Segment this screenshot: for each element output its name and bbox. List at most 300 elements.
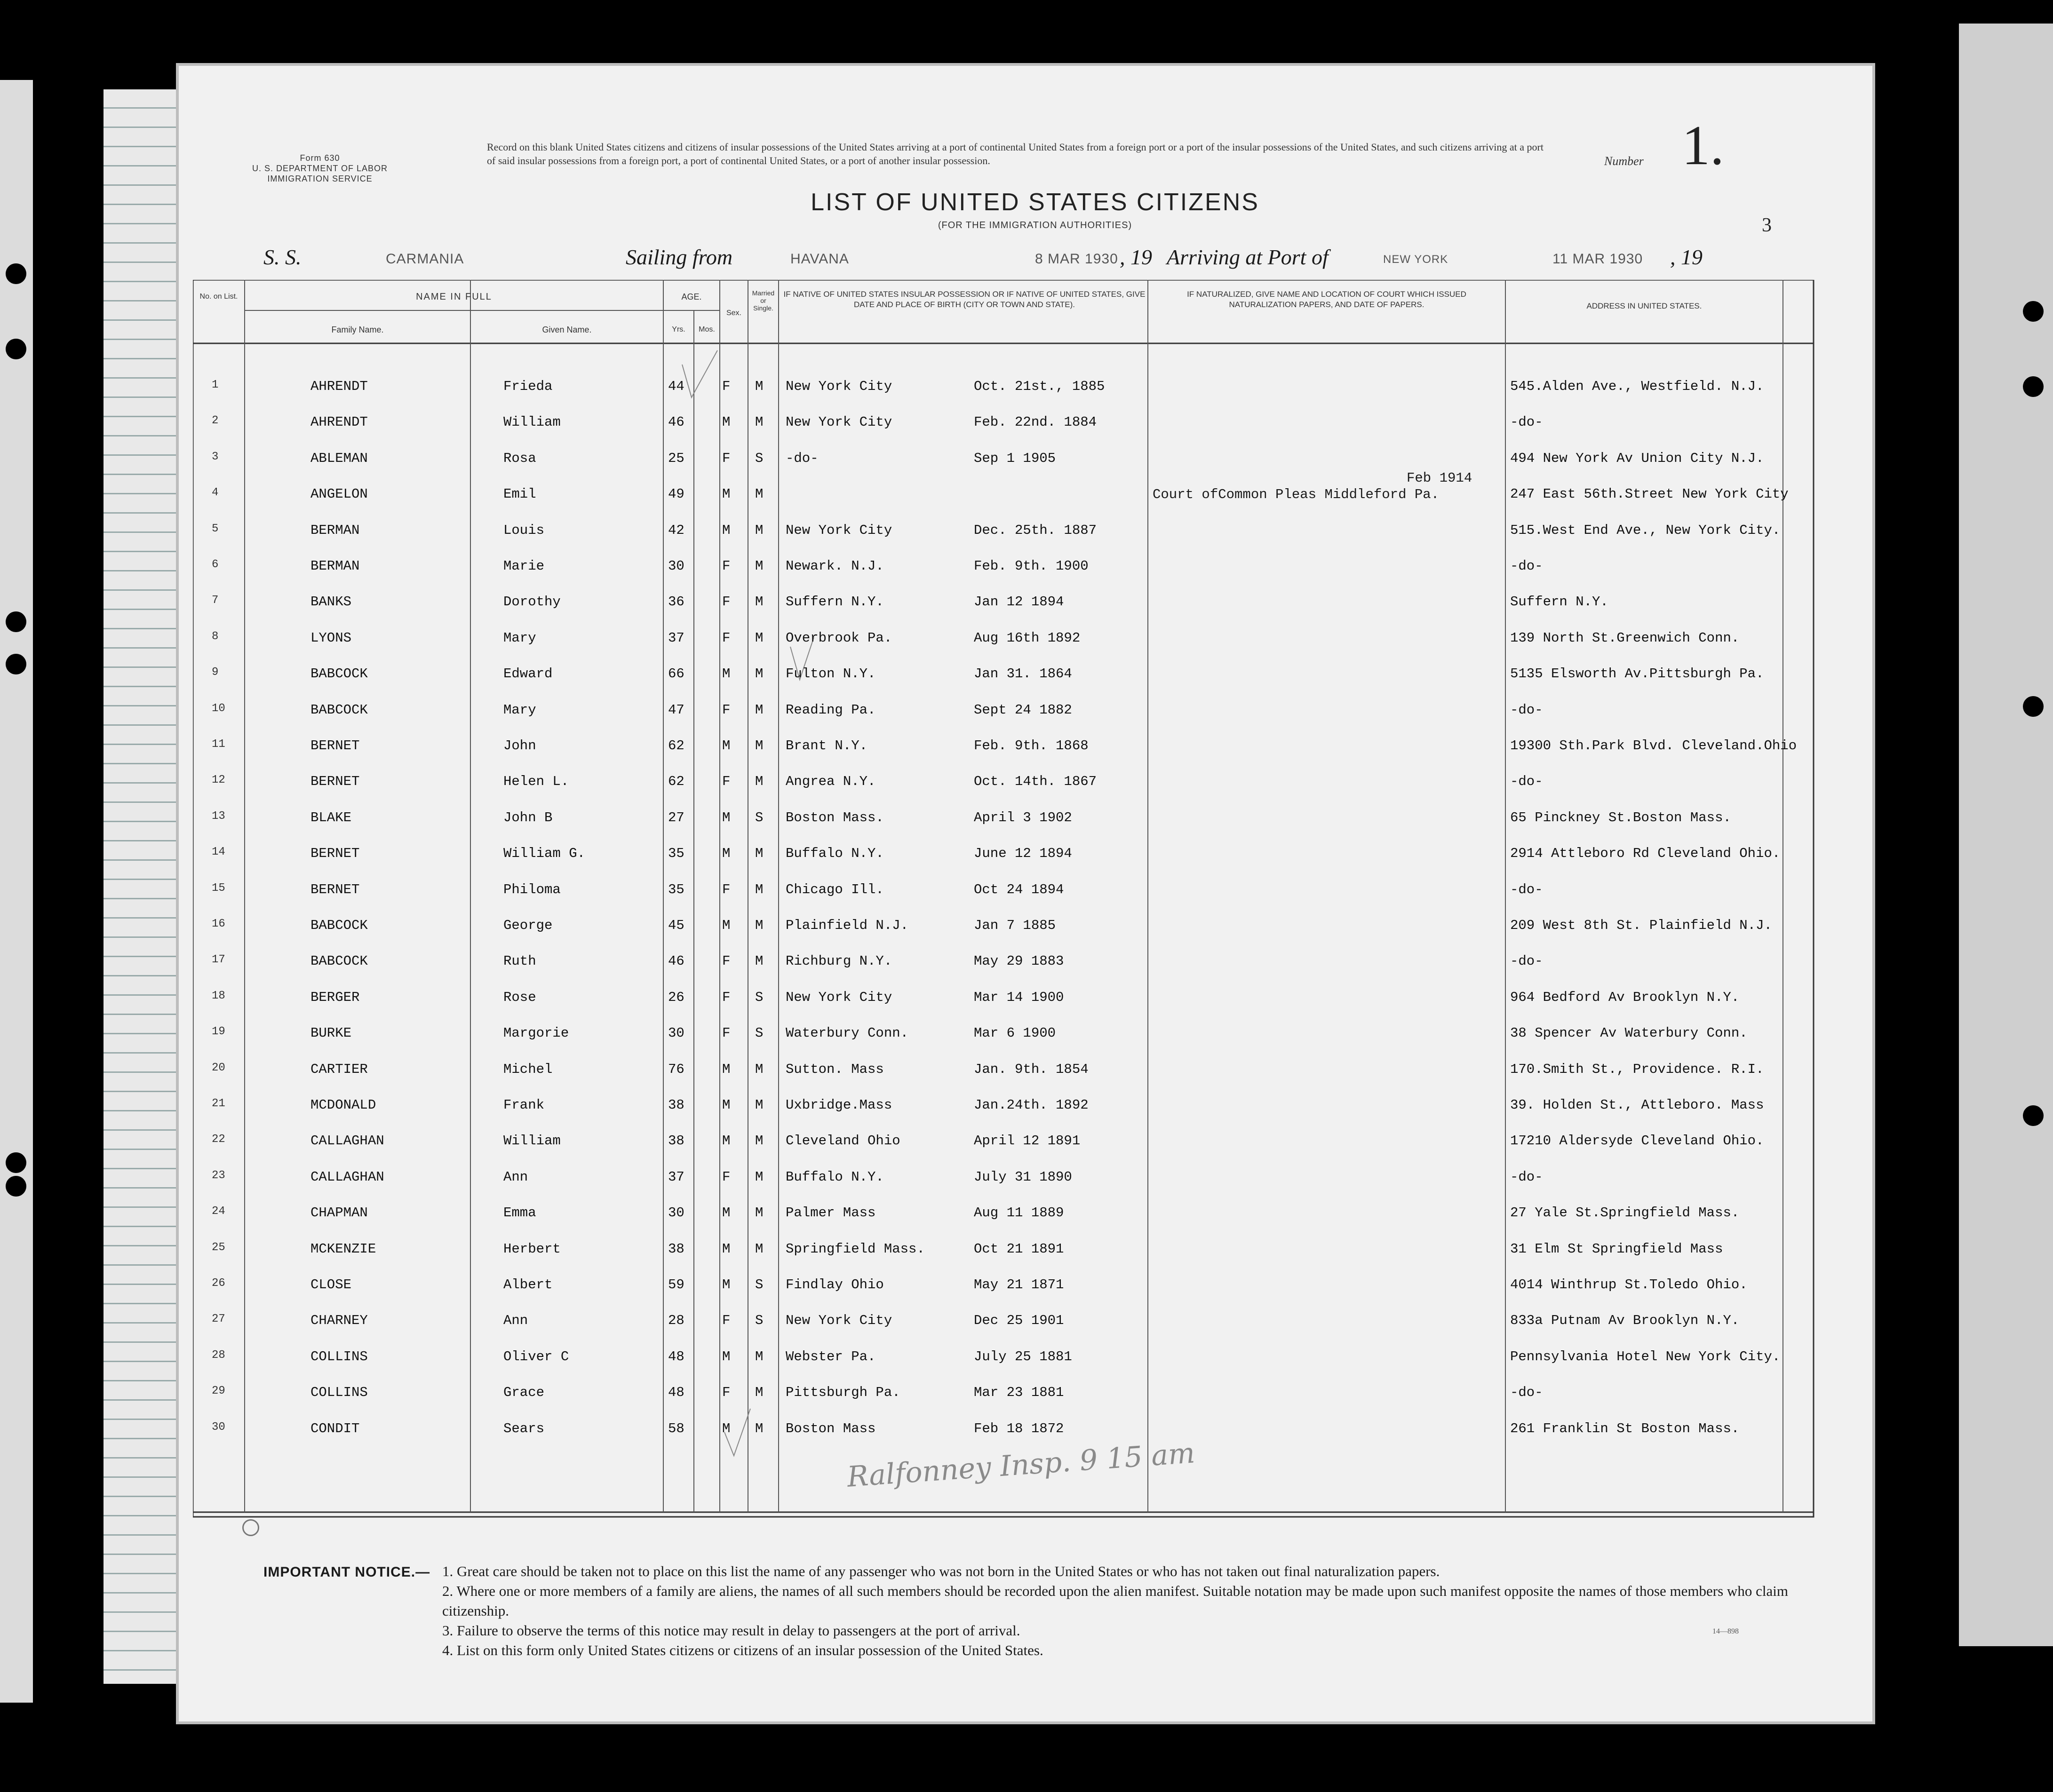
cell-no: 20	[212, 1061, 225, 1074]
cell-age: 48	[668, 1385, 684, 1401]
cell-date: Dec. 25th. 1887	[974, 522, 1097, 538]
table-row	[193, 594, 1816, 630]
cell-family: COLLINS	[310, 1348, 368, 1364]
cell-no: 22	[212, 1133, 225, 1146]
cell-address: -do-	[1510, 881, 1543, 897]
cell-ms: M	[755, 1061, 764, 1077]
cell-age: 30	[668, 558, 684, 574]
cell-family: BERMAN	[310, 522, 360, 538]
cell-age: 28	[668, 1313, 684, 1329]
cell-place: Pittsburgh Pa.	[786, 1385, 900, 1401]
cell-age: 62	[668, 738, 684, 753]
cell-ms: M	[755, 1348, 764, 1364]
cell-sex: M	[722, 1348, 731, 1364]
cell-no: 25	[212, 1241, 225, 1254]
table-row	[193, 666, 1816, 702]
table-row	[193, 702, 1816, 738]
cell-sex: F	[722, 450, 731, 466]
binder-ring	[242, 1519, 259, 1536]
cell-age: 48	[668, 1348, 684, 1364]
cell-address: 4014 Winthrup St.Toledo Ohio.	[1510, 1277, 1748, 1292]
cell-ms: M	[755, 1097, 764, 1113]
cell-date: Jan.24th. 1892	[974, 1097, 1089, 1113]
cell-ms: M	[755, 1241, 764, 1257]
cell-family: BERMAN	[310, 558, 360, 574]
cell-address: -do-	[1510, 774, 1543, 790]
cell-ms: M	[755, 702, 764, 718]
cell-place: Richburg N.Y.	[786, 953, 892, 969]
passenger-table	[193, 280, 1816, 1519]
cell-ms: M	[755, 666, 764, 682]
cell-address: -do-	[1510, 1385, 1543, 1401]
table-row	[193, 1205, 1816, 1241]
cell-given: Emil	[503, 486, 536, 502]
voyage-line	[263, 245, 1769, 273]
cell-age: 37	[668, 630, 684, 646]
cell-age: 26	[668, 989, 684, 1005]
cell-age: 38	[668, 1097, 684, 1113]
table-row	[193, 810, 1816, 846]
cell-sex: M	[722, 738, 731, 753]
cell-sex: M	[722, 486, 731, 502]
cell-place: Cleveland Ohio	[786, 1133, 900, 1149]
cell-address: 17210 Aldersyde Cleveland Ohio.	[1510, 1133, 1764, 1149]
cell-sex: F	[722, 558, 731, 574]
cell-address: 261 Franklin St Boston Mass.	[1510, 1420, 1740, 1436]
cell-address: 247 East 56th.Street New York City	[1510, 486, 1789, 502]
cell-date: Oct 24 1894	[974, 881, 1064, 897]
cell-no: 7	[212, 594, 219, 607]
col-given-name: Given Name.	[542, 325, 592, 334]
cell-sex: F	[722, 702, 731, 718]
cell-ms: S	[755, 989, 764, 1005]
cell-age: 42	[668, 522, 684, 538]
form-instruction: Record on this blank United States citizens and citizens of insular possessions of the United States arriving at a port of continental United States from a foreign port or a port of the insular possessions of the United States, and such citizens arriving at a port of said insular possessions from a foreign port, a port of continental United States, or a port of another insular possession.	[487, 141, 1544, 167]
cell-given: John	[503, 738, 536, 753]
cell-address: 31 Elm St Springfield Mass	[1510, 1241, 1723, 1257]
col-sex: Sex.	[726, 309, 741, 317]
punch-hole	[6, 1176, 26, 1197]
cell-address: Suffern N.Y.	[1510, 594, 1608, 610]
table-row	[193, 882, 1816, 918]
cell-no: 6	[212, 558, 219, 571]
cell-family: AHRENDT	[310, 379, 368, 394]
cell-sex: M	[722, 414, 731, 430]
cell-family: COLLINS	[310, 1385, 368, 1401]
cell-given: Louis	[503, 522, 545, 538]
table-row	[193, 379, 1816, 414]
cell-sex: M	[722, 666, 731, 682]
cell-date: Jan. 9th. 1854	[974, 1061, 1089, 1077]
cell-sex: M	[722, 522, 731, 538]
form-header-left	[226, 153, 414, 184]
cell-place: Waterbury Conn.	[786, 1025, 909, 1041]
col-birth: IF NATIVE OF UNITED STATES INSULAR POSSESSION OR IF NATIVE OF UNITED STATES, GIVE DATE AND PLACE OF BIRTH (CITY OR TOWN AND STATE).	[783, 290, 1146, 309]
cell-given: William G.	[503, 846, 586, 862]
cell-no: 10	[212, 702, 225, 715]
cell-place: Webster Pa.	[786, 1348, 876, 1364]
cell-family: CONDIT	[310, 1420, 360, 1436]
cell-given: John B	[503, 809, 553, 825]
cell-family: ANGELON	[310, 486, 368, 502]
table-row	[193, 738, 1816, 774]
cell-ms: M	[755, 846, 764, 862]
cell-date: May 29 1883	[974, 953, 1064, 969]
cell-place: Uxbridge.Mass	[786, 1097, 892, 1113]
punch-hole	[6, 654, 26, 674]
cell-age: 37	[668, 1169, 684, 1185]
service: IMMIGRATION SERVICE	[267, 174, 373, 183]
cell-address: 833a Putnam Av Brooklyn N.Y.	[1510, 1313, 1740, 1329]
cell-age: 35	[668, 881, 684, 897]
cell-given: Michel	[503, 1061, 553, 1077]
punch-hole	[6, 611, 26, 632]
cell-ms: S	[755, 1313, 764, 1329]
punch-hole	[6, 1152, 26, 1173]
cell-family: ABLEMAN	[310, 450, 368, 466]
cell-date: April 12 1891	[974, 1133, 1081, 1149]
cell-ms: M	[755, 918, 764, 933]
cell-address: 170.Smith St., Providence. R.I.	[1510, 1061, 1764, 1077]
departure-port: HAVANA	[790, 251, 849, 267]
cell-family: BABCOCK	[310, 666, 368, 682]
col-age: AGE.	[681, 292, 702, 301]
col-family-name: Family Name.	[331, 325, 384, 334]
cell-place: Suffern N.Y.	[786, 594, 884, 610]
cell-date: Mar 23 1881	[974, 1385, 1064, 1401]
cell-age: 59	[668, 1277, 684, 1292]
cell-place: Plainfield N.J.	[786, 918, 909, 933]
cell-age: 25	[668, 450, 684, 466]
cell-sex: F	[722, 1169, 731, 1185]
table-row	[193, 1241, 1816, 1277]
cell-place: Overbrook Pa.	[786, 630, 892, 646]
cell-address: 39. Holden St., Attleboro. Mass	[1510, 1097, 1764, 1113]
cell-no: 4	[212, 486, 219, 500]
table-row	[193, 918, 1816, 953]
cell-date: July 25 1881	[974, 1348, 1072, 1364]
ss-label: S. S.	[263, 245, 302, 269]
cell-sex: F	[722, 953, 731, 969]
cell-ms: M	[755, 379, 764, 394]
cell-given: Oliver C	[503, 1348, 569, 1364]
cell-ms: M	[755, 522, 764, 538]
cell-age: 38	[668, 1241, 684, 1257]
cell-family: CALLAGHAN	[310, 1169, 384, 1185]
cell-family: BANKS	[310, 594, 352, 610]
notice-item: 1. Great care should be taken not to place on this list the name of any passenger who was not born in the United States or who has not taken out final naturalization papers.	[442, 1563, 1440, 1579]
cell-place: Brant N.Y.	[786, 738, 868, 753]
cell-address: -do-	[1510, 953, 1543, 969]
cell-age: 30	[668, 1025, 684, 1041]
cell-no: 12	[212, 774, 225, 787]
cell-age: 66	[668, 666, 684, 682]
cell-family: BABCOCK	[310, 918, 368, 933]
cell-no: 24	[212, 1205, 225, 1218]
cell-given: Frank	[503, 1097, 545, 1113]
cell-ms: S	[755, 1025, 764, 1041]
cell-date: Jan 7 1885	[974, 918, 1056, 933]
naturalization-date: Feb 1914	[1407, 470, 1472, 486]
cell-date: Jan 31. 1864	[974, 666, 1072, 682]
cell-no: 27	[212, 1313, 225, 1326]
cell-place: Springfield Mass.	[786, 1241, 925, 1257]
cell-address: 38 Spencer Av Waterbury Conn.	[1510, 1025, 1748, 1041]
cell-no: 26	[212, 1277, 225, 1290]
cell-date: Feb. 9th. 1868	[974, 738, 1089, 753]
punch-hole	[2023, 301, 2044, 322]
cell-age: 58	[668, 1420, 684, 1436]
table-row	[193, 1133, 1816, 1169]
year-suffix: , 19	[1670, 245, 1703, 269]
cell-place: Sutton. Mass	[786, 1061, 884, 1077]
table-row	[193, 1025, 1816, 1061]
cell-age: 49	[668, 486, 684, 502]
arriving-label: Arriving at Port of	[1167, 245, 1329, 269]
col-address: ADDRESS IN UNITED STATES.	[1586, 301, 1702, 310]
cell-sex: M	[722, 846, 731, 862]
naturalization-court: Court ofCommon Pleas Middleford Pa.	[1153, 487, 1440, 502]
cell-address: -do-	[1510, 414, 1543, 430]
cell-given: Edward	[503, 666, 553, 682]
cell-sex: M	[722, 1420, 731, 1436]
cell-ms: S	[755, 1277, 764, 1292]
cell-sex: M	[722, 1277, 731, 1292]
table-row	[193, 1062, 1816, 1097]
cell-date: Feb. 9th. 1900	[974, 558, 1089, 574]
cell-given: Marie	[503, 558, 545, 574]
page-subtitle: (FOR THE IMMIGRATION AUTHORITIES)	[938, 220, 1132, 230]
cell-given: Rose	[503, 989, 536, 1005]
cell-given: Dorothy	[503, 594, 561, 610]
punch-hole	[6, 263, 26, 284]
cell-address: 209 West 8th St. Plainfield N.J.	[1510, 918, 1772, 933]
punch-hole	[6, 339, 26, 359]
cell-no: 5	[212, 522, 219, 535]
cell-date: May 21 1871	[974, 1277, 1064, 1292]
col-naturalized: IF NATURALIZED, GIVE NAME AND LOCATION OF COURT WHICH ISSUED NATURALIZATION PAPERS, AND DATE OF PAPERS.	[1187, 290, 1466, 309]
cell-sex: F	[722, 881, 731, 897]
cell-place: -do-	[786, 450, 819, 466]
cell-no: 3	[212, 450, 219, 463]
cell-ms: M	[755, 1420, 764, 1436]
cell-family: BERNET	[310, 774, 360, 790]
list-number: 1.	[1682, 114, 1724, 176]
year-suffix: , 19	[1120, 245, 1152, 269]
cell-address: Pennsylvania Hotel New York City.	[1510, 1348, 1781, 1364]
cell-family: CARTIER	[310, 1061, 368, 1077]
cell-date: Sep 1 1905	[974, 450, 1056, 466]
table-row	[193, 1313, 1816, 1348]
cell-place: New York City	[786, 989, 892, 1005]
cell-age: 46	[668, 414, 684, 430]
cell-given: Ann	[503, 1169, 528, 1185]
cell-address: 27 Yale St.Springfield Mass.	[1510, 1205, 1740, 1221]
arrival-port: NEW YORK	[1383, 253, 1448, 266]
cell-family: AHRENDT	[310, 414, 368, 430]
cell-place: New York City	[786, 1313, 892, 1329]
cell-given: Philoma	[503, 881, 561, 897]
notice-item: 2. Where one or more members of a family are aliens, the names of all such members should be recorded upon the alien manifest. Suitable notation may be made upon such manifest opposite the names of those members who claim citizenship.	[442, 1583, 1788, 1619]
cell-no: 21	[212, 1097, 225, 1110]
cell-age: 27	[668, 809, 684, 825]
cell-given: Grace	[503, 1385, 545, 1401]
cell-address: 2914 Attleboro Rd Cleveland Ohio.	[1510, 846, 1781, 862]
cell-sex: M	[722, 1133, 731, 1149]
cell-no: 18	[212, 989, 225, 1002]
cell-no: 15	[212, 881, 225, 895]
cell-family: BURKE	[310, 1025, 352, 1041]
cell-place: Buffalo N.Y.	[786, 1169, 884, 1185]
cell-place: Palmer Mass	[786, 1205, 876, 1221]
cell-address: -do-	[1510, 1169, 1543, 1185]
cell-place: New York City	[786, 379, 892, 394]
cell-age: 47	[668, 702, 684, 718]
department: U. S. DEPARTMENT OF LABOR	[252, 164, 388, 173]
cell-address: -do-	[1510, 702, 1543, 718]
scan-edge-left	[0, 80, 33, 1703]
table-row	[193, 953, 1816, 989]
cell-age: 35	[668, 846, 684, 862]
cell-no: 17	[212, 953, 225, 967]
cell-family: BLAKE	[310, 809, 352, 825]
cell-ms: M	[755, 1133, 764, 1149]
punch-hole	[2023, 696, 2044, 717]
cell-date: Oct. 14th. 1867	[974, 774, 1097, 790]
table-row	[193, 1349, 1816, 1385]
table-row	[193, 558, 1816, 594]
cell-sex: F	[722, 1385, 731, 1401]
cell-date: July 31 1890	[974, 1169, 1072, 1185]
cell-age: 30	[668, 1205, 684, 1221]
cell-ms: M	[755, 738, 764, 753]
cell-date: Mar 6 1900	[974, 1025, 1056, 1041]
page-title: LIST OF UNITED STATES CITIZENS	[811, 189, 1259, 216]
cell-date: June 12 1894	[974, 846, 1072, 862]
cell-place: New York City	[786, 414, 892, 430]
cell-sex: F	[722, 379, 731, 394]
punch-hole	[2023, 1105, 2044, 1126]
cell-address: 494 New York Av Union City N.J.	[1510, 450, 1764, 466]
form-number: Form 630	[300, 153, 340, 163]
cell-no: 8	[212, 630, 219, 643]
cell-sex: F	[722, 774, 731, 790]
cell-given: George	[503, 918, 553, 933]
cell-place: Buffalo N.Y.	[786, 846, 884, 862]
cell-no: 9	[212, 666, 219, 679]
cell-no: 14	[212, 846, 225, 859]
cell-family: CHARNEY	[310, 1313, 368, 1329]
table-row	[193, 1277, 1816, 1313]
table-row	[193, 523, 1816, 558]
cell-no: 1	[212, 379, 219, 391]
table-row	[193, 1097, 1816, 1133]
cell-address: 515.West End Ave., New York City.	[1510, 522, 1781, 538]
cell-given: Helen L.	[503, 774, 569, 790]
cell-ms: M	[755, 1385, 764, 1401]
cell-place: Fulton N.Y.	[786, 666, 876, 682]
cell-family: BERNET	[310, 738, 360, 753]
cell-date: Feb. 22nd. 1884	[974, 414, 1097, 430]
cell-place: Newark. N.J.	[786, 558, 884, 574]
cell-sex: M	[722, 1097, 731, 1113]
cell-age: 38	[668, 1133, 684, 1149]
cell-address: 5135 Elsworth Av.Pittsburgh Pa.	[1510, 666, 1764, 682]
table-row	[193, 486, 1816, 522]
cell-no: 28	[212, 1348, 225, 1362]
cell-sex: F	[722, 989, 731, 1005]
cell-family: LYONS	[310, 630, 352, 646]
cell-family: BABCOCK	[310, 953, 368, 969]
cell-family: BERNET	[310, 881, 360, 897]
cell-date: Sept 24 1882	[974, 702, 1072, 718]
cell-sex: M	[722, 918, 731, 933]
cell-place: Angrea N.Y.	[786, 774, 876, 790]
cell-date: Oct. 21st., 1885	[974, 379, 1105, 394]
cell-given: Rosa	[503, 450, 536, 466]
cell-ms: M	[755, 953, 764, 969]
table-row	[193, 846, 1816, 881]
cell-ms: S	[755, 809, 764, 825]
cell-place: Findlay Ohio	[786, 1277, 884, 1292]
cell-ms: M	[755, 558, 764, 574]
cell-ms: M	[755, 1205, 764, 1221]
cell-date: Aug 16th 1892	[974, 630, 1081, 646]
cell-family: MCDONALD	[310, 1097, 376, 1113]
cell-family: BERNET	[310, 846, 360, 862]
cell-place: Reading Pa.	[786, 702, 876, 718]
notice-item: 4. List on this form only United States citizens or citizens of an insular possession of the United States.	[442, 1642, 1043, 1658]
cell-address: 139 North St.Greenwich Conn.	[1510, 630, 1740, 646]
cell-family: BERGER	[310, 989, 360, 1005]
cell-sex: M	[722, 1241, 731, 1257]
cell-sex: F	[722, 1025, 731, 1041]
cell-date: Jan 12 1894	[974, 594, 1064, 610]
cell-ms: M	[755, 414, 764, 430]
notice-heading: IMPORTANT NOTICE.—	[263, 1564, 430, 1580]
cell-given: Margorie	[503, 1025, 569, 1041]
table-row	[193, 451, 1816, 486]
cell-sex: F	[722, 1313, 731, 1329]
cell-ms: M	[755, 594, 764, 610]
cell-place: Boston Mass	[786, 1420, 876, 1436]
cell-place: Chicago Ill.	[786, 881, 884, 897]
cell-ms: M	[755, 1169, 764, 1185]
cell-no: 13	[212, 809, 225, 823]
cell-no: 2	[212, 414, 219, 428]
cell-place: New York City	[786, 522, 892, 538]
inspector-signature: Ralfonney Insp. 9 15 am	[846, 1436, 1196, 1494]
sheet-number: 3	[1762, 214, 1772, 236]
cell-age: 36	[668, 594, 684, 610]
cell-given: Mary	[503, 702, 536, 718]
cell-age: 45	[668, 918, 684, 933]
cell-address: -do-	[1510, 558, 1543, 574]
cell-given: William	[503, 1133, 561, 1149]
cell-no: 23	[212, 1169, 225, 1182]
cell-date: Mar 14 1900	[974, 989, 1064, 1005]
arrival-date: 11 MAR 1930	[1552, 251, 1643, 267]
sailing-label: Sailing from	[626, 245, 733, 269]
cell-age: 76	[668, 1061, 684, 1077]
cell-date: Oct 21 1891	[974, 1241, 1064, 1257]
cell-ms: M	[755, 486, 764, 502]
cell-ms: M	[755, 881, 764, 897]
cell-family: CALLAGHAN	[310, 1133, 384, 1149]
cell-given: Sears	[503, 1420, 545, 1436]
cell-family: MCKENZIE	[310, 1241, 376, 1257]
cell-given: Ann	[503, 1313, 528, 1329]
